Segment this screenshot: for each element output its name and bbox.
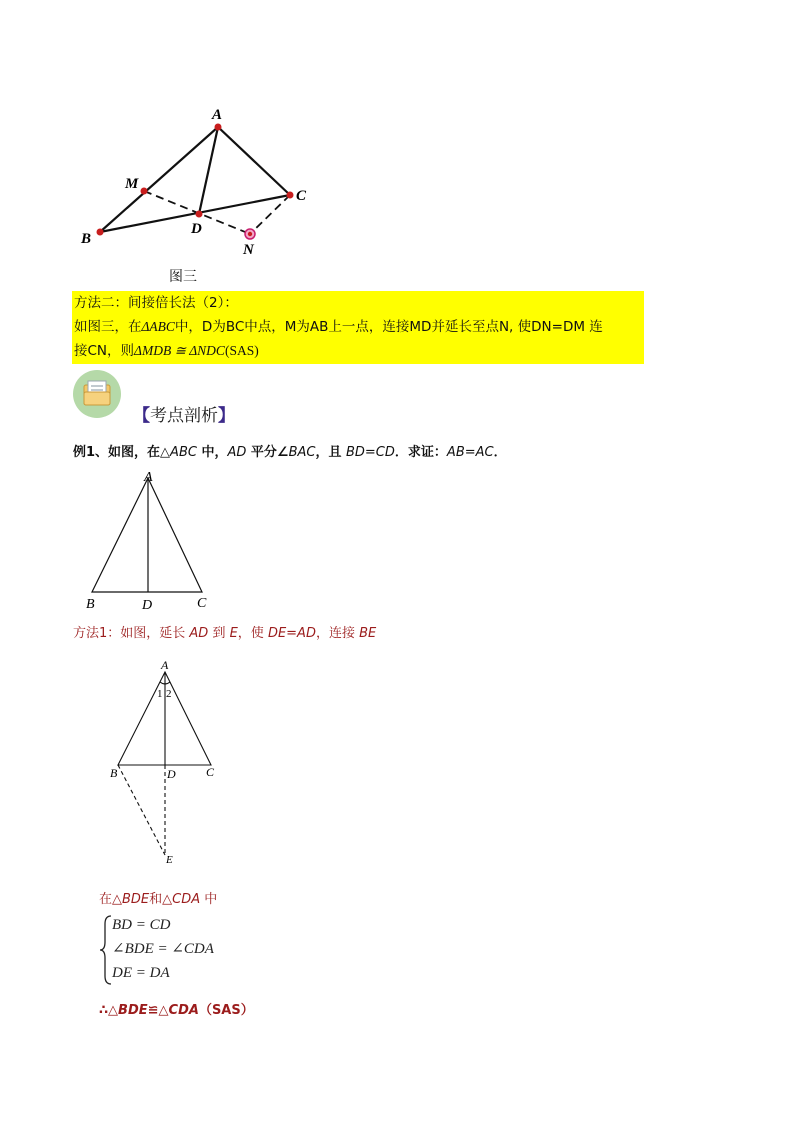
label-b: B [81,231,92,247]
figure-example-one [80,466,220,614]
figure-three [70,100,330,260]
proof-eq3: DE = DA [112,965,170,981]
proof-equations [112,913,214,985]
figure-method-one [105,655,230,870]
triangle-abc [92,478,202,592]
label-a: A [212,107,223,123]
label-b: B [86,597,95,612]
label-m: M [125,176,139,192]
segment-ac [218,127,290,195]
label-e: E [166,854,173,866]
method-two-line1: 如图三，在ΔABC中，D为BC中点，M为AB上一点，连接MD并延长至点N, 使DN=DM 连 [74,319,603,335]
proof-intro: 在△BDE和△CDA 中 [99,892,218,907]
label-n: N [243,242,254,258]
label-c: C [197,596,207,611]
method-two-box [72,291,644,364]
brace [99,914,113,986]
label-c: C [296,188,307,204]
proof-eq2: ∠BDE = ∠CDA [112,941,214,957]
label-a: A [144,470,153,485]
method-two-line2: 接CN，则ΔMDB ≅ ΔNDC(SAS) [74,343,259,359]
label-a: A [161,658,169,672]
label-c: C [206,765,215,779]
label-d: D [142,598,153,613]
label-angle-2: 2 [166,688,172,700]
point-b [97,229,104,236]
point-n [248,232,252,236]
method-two-title: 方法二：间接倍长法（2）： [74,295,238,311]
section-heading: 【考点剖析】 [133,406,235,426]
example-one-statement: 例1、如图，在△ABC 中，AD 平分∠BAC，且 BD=CD．求证：AB=AC． [73,445,507,460]
point-d [196,211,203,218]
folder-document-icon [73,370,121,418]
point-c [287,192,294,199]
point-m [141,188,148,195]
proof-eq1: BD = CD [112,917,171,933]
label-angle-1: 1 [157,688,163,700]
segment-be-dashed [118,765,165,855]
label-d: D [167,767,176,781]
label-b: B [110,766,118,780]
figure-caption: 图三 [169,269,197,285]
method-one-statement: 方法1：如图，延长 AD 到 E，使 DE=AD，连接 BE [73,626,377,641]
label-d: D [191,221,202,237]
point-a [215,124,222,131]
proof-conclusion: ∴△BDE≌△CDA（SAS） [99,1003,254,1018]
